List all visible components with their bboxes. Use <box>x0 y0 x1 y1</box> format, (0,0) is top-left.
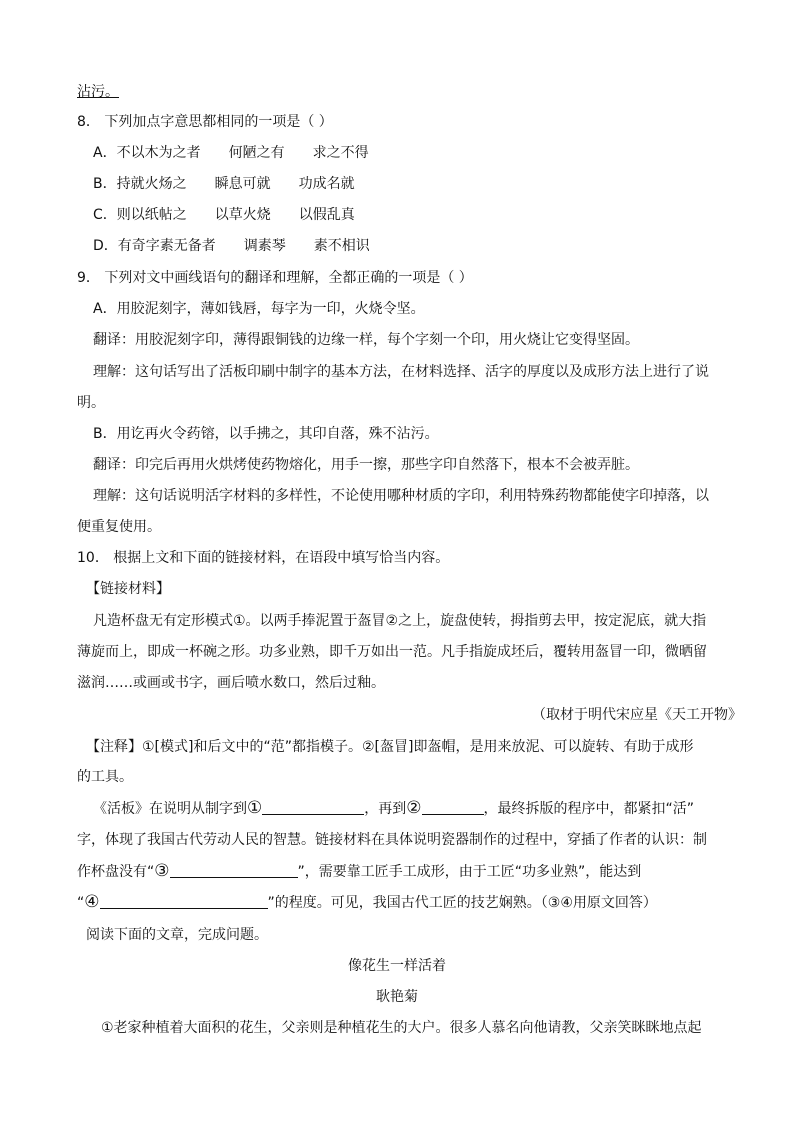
option-c-text-3: 以假乱真 <box>298 207 355 223</box>
link-material-line-3: 滋润……或画或书字，画后喷水数口，然后过釉。 <box>77 675 385 691</box>
circled-number: ② <box>406 798 422 818</box>
annotation-line-1: 【注释】①[模式]和后文中的“范”都指模子。②[盔冒]即盔帽，是用来放泥、可以旋转、有助于成形 <box>86 739 694 755</box>
question-8-option-a <box>93 143 397 163</box>
article-title: 像花生一样活着 <box>348 958 446 974</box>
fill-text: ，最终拆版的程序中，都紧扣“活” <box>483 801 695 817</box>
fill-text: ，再到 <box>364 801 407 817</box>
option-b-text-1: B．持就火炀之 <box>93 176 187 192</box>
fill-text: 《活板》在说明从制字到 <box>93 801 247 817</box>
material-source: （取材于明代宋应星《天工开物》 <box>532 707 742 723</box>
option-a-text-3: 求之不得 <box>312 145 369 161</box>
option-a-text-1: A．不以木为之者 <box>93 145 201 161</box>
link-material-heading: 【链接材料】 <box>86 581 170 597</box>
blank-4[interactable] <box>100 893 268 909</box>
option-c-text-1: C．则以纸帖之 <box>93 207 187 223</box>
question-9-option-b-understanding: 理解：这句话说明活字材料的多样性，不论使用哪种材质的字印，利用特殊药物都能使字印掉落，以 <box>93 488 709 504</box>
option-c-text-2: 以草火烧 <box>214 207 271 223</box>
question-9-option-b-sentence: B．用讫再火令药镕，以手拂之，其印自落，殊不沾污。 <box>93 426 439 442</box>
option-a-text-2: 何陋之有 <box>228 145 285 161</box>
reading-instruction: 阅读下面的文章，完成问题。 <box>86 927 268 943</box>
question-10-stem: 10． 根据上文和下面的链接材料，在语段中填写恰当内容。 <box>77 550 450 566</box>
fill-paragraph-line-1 <box>93 798 694 819</box>
question-8-option-d <box>93 236 398 256</box>
option-d-text-1: D．有奇字素无备者 <box>93 238 216 254</box>
question-9-stem: 9． 下列对文中画线语句的翻译和理解，全都正确的一项是（ ） <box>77 270 473 286</box>
question-8-stem: 8． 下列加点字意思都相同的一项是（ ） <box>77 114 333 130</box>
option-d-text-3: 素不相识 <box>313 238 370 254</box>
circled-number: ④ <box>84 892 100 912</box>
question-9-option-b-understanding-cont: 便重复使用。 <box>77 519 161 535</box>
option-b-text-3: 功成名就 <box>298 176 355 192</box>
question-9-option-a-sentence: A．用胶泥刻字，薄如钱唇，每字为一印，火烧令坚。 <box>93 301 425 317</box>
question-9-option-a-translation: 翻译：用胶泥刻字印，薄得跟铜钱的边缘一样，每个字刻一个印，用火烧让它变得坚固。 <box>93 332 639 348</box>
question-8-option-b <box>93 174 383 194</box>
annotation-line-2: 的工具。 <box>77 769 133 785</box>
link-material-line-1: 凡造杯盘无有定形模式①。以两手捧泥置于盔冒②之上，旋盘使转，拇指剪去甲，按定泥底，就大指 <box>93 613 707 629</box>
question-9-option-a-understanding-cont: 明。 <box>77 395 105 411</box>
option-b-text-2: 瞬息可就 <box>214 176 271 192</box>
fragment-text: 沾污。 <box>77 84 119 100</box>
article-paragraph-1: ①老家种植着大面积的花生，父亲则是种植花生的大户。很多人慕名向他请教，父亲笑眯眯地点起 <box>101 1020 702 1036</box>
circled-number: ③ <box>154 861 170 881</box>
fill-text: ”的程度。可见，我国古代工匠的技艺娴熟。（③④用原文回答） <box>267 895 657 911</box>
fill-paragraph-line-2: 字，体现了我国古代劳动人民的智慧。链接材料在具体说明瓷器制作的过程中，穿插了作者的认识：制 <box>77 832 707 848</box>
fill-text: ”，需要靠工匠手工成形，由于工匠“功多业熟”，能达到 <box>297 864 642 880</box>
fill-text: 作杯盘没有“ <box>77 864 155 880</box>
option-d-text-2: 调素琴 <box>243 238 286 254</box>
link-material-line-2: 薄旋而上，即成一杯碗之形。功多业熟，即千万如出一范。凡手指旋成坯后，覆转用盔冒一印，微晒留 <box>77 644 707 660</box>
circled-number: ① <box>247 798 263 818</box>
article-author: 耿艳菊 <box>376 989 418 1005</box>
blank-1[interactable] <box>262 799 364 815</box>
fill-text: “ <box>77 895 85 911</box>
blank-2[interactable] <box>422 799 484 815</box>
fill-paragraph-line-3 <box>77 861 641 882</box>
question-8-option-c <box>93 205 383 225</box>
question-9-option-b-translation: 翻译：印完后再用火烘烤使药物熔化，用手一擦，那些字印自然落下，根本不会被弄脏。 <box>93 457 639 473</box>
question-9-option-a-understanding: 理解：这句话写出了活板印刷中制字的基本方法，在材料选择、活字的厚度以及成形方法上进行了说 <box>93 364 709 380</box>
fill-paragraph-line-4 <box>77 892 657 913</box>
blank-3[interactable] <box>170 862 298 878</box>
